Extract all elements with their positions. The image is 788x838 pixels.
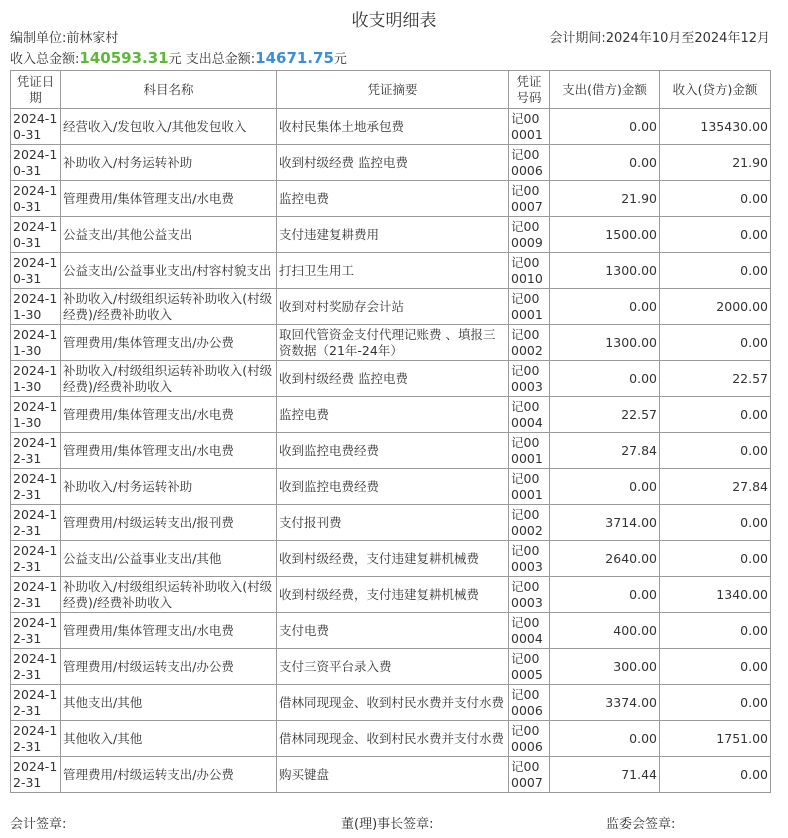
chairman-signature-label: 董(理)事长签章: (341, 817, 434, 832)
col-header-summary: 凭证摘要 (277, 71, 509, 109)
cell-debit: 300.00 (550, 649, 660, 685)
cell-summary: 监控电费 (277, 397, 509, 433)
cell-summary: 收到监控电费经费 (277, 469, 509, 505)
cell-subject: 管理费用/村级运转支出/办公费 (61, 757, 277, 793)
table-row (11, 433, 771, 469)
cell-subject: 管理费用/村级运转支出/报刊费 (61, 505, 277, 541)
col-header-debit: 支出(借方)金额 (550, 71, 660, 109)
accounting-period-value: 2024年10月至2024年12月 (605, 31, 770, 46)
cell-subject: 管理费用/集体管理支出/水电费 (61, 613, 277, 649)
table-row (11, 253, 771, 289)
cell-summary: 收到村级经费 监控电费 (277, 361, 509, 397)
cell-summary: 收到村级经费 监控电费 (277, 145, 509, 181)
cell-debit: 0.00 (550, 721, 660, 757)
totals-summary (10, 49, 347, 67)
table-row (11, 613, 771, 649)
cell-voucher: 记000003 (509, 577, 550, 613)
cell-voucher: 记000001 (509, 109, 550, 145)
cell-summary: 收到村级经费，支付违建复耕机械费 (277, 541, 509, 577)
cell-subject: 补助收入/村务运转补助 (61, 145, 277, 181)
cell-voucher: 记000002 (509, 505, 550, 541)
cell-credit: 1340.00 (660, 577, 771, 613)
cell-date: 2024-10-31 (11, 253, 61, 289)
cell-date: 2024-12-31 (11, 721, 61, 757)
cell-credit: 21.90 (660, 145, 771, 181)
cell-date: 2024-12-31 (11, 469, 61, 505)
cell-debit: 1300.00 (550, 253, 660, 289)
table-row (11, 685, 771, 721)
cell-summary: 收到对村奖励存会计站 (277, 289, 509, 325)
cell-debit: 3714.00 (550, 505, 660, 541)
cell-subject: 补助收入/村级组织运转补助收入(村级经费)/经费补助收入 (61, 577, 277, 613)
cell-summary: 购买键盘 (277, 757, 509, 793)
cell-date: 2024-11-30 (11, 397, 61, 433)
col-header-credit: 收入(贷方)金额 (660, 71, 771, 109)
cell-subject: 补助收入/村级组织运转补助收入(村级经费)/经费补助收入 (61, 289, 277, 325)
cell-subject: 公益支出/其他公益支出 (61, 217, 277, 253)
page-title: 收支明细表 (351, 11, 437, 31)
cell-debit: 0.00 (550, 361, 660, 397)
expense-total-label: 支出总金额: (185, 52, 256, 67)
cell-debit: 22.57 (550, 397, 660, 433)
accounting-period (549, 31, 770, 47)
accountant-signature-label: 会计签章: (10, 817, 67, 832)
cell-voucher: 记000003 (509, 541, 550, 577)
cell-date: 2024-12-31 (11, 649, 61, 685)
cell-voucher: 记000001 (509, 289, 550, 325)
table-row (11, 109, 771, 145)
expense-total-amount: 14671.75 (255, 49, 334, 67)
cell-debit: 0.00 (550, 145, 660, 181)
cell-subject: 补助收入/村务运转补助 (61, 469, 277, 505)
cell-credit: 0.00 (660, 253, 771, 289)
cell-debit: 0.00 (550, 577, 660, 613)
cell-summary: 收到监控电费经费 (277, 433, 509, 469)
table-row (11, 757, 771, 793)
cell-credit: 0.00 (660, 685, 771, 721)
cell-voucher: 记000006 (509, 721, 550, 757)
cell-debit: 2640.00 (550, 541, 660, 577)
cell-date: 2024-12-31 (11, 577, 61, 613)
table-row (11, 469, 771, 505)
cell-date: 2024-10-31 (11, 181, 61, 217)
table-row (11, 361, 771, 397)
cell-credit: 0.00 (660, 649, 771, 685)
ledger-body (11, 109, 771, 793)
cell-subject: 管理费用/集体管理支出/水电费 (61, 433, 277, 469)
cell-credit: 0.00 (660, 613, 771, 649)
cell-subject: 管理费用/集体管理支出/水电费 (61, 397, 277, 433)
cell-credit: 0.00 (660, 505, 771, 541)
cell-voucher: 记000001 (509, 469, 550, 505)
signature-footer (10, 816, 770, 834)
table-row (11, 217, 771, 253)
col-header-subject: 科目名称 (61, 71, 277, 109)
table-row (11, 397, 771, 433)
cell-summary: 支付电费 (277, 613, 509, 649)
cell-voucher: 记000006 (509, 145, 550, 181)
cell-subject: 管理费用/集体管理支出/办公费 (61, 325, 277, 361)
cell-voucher: 记000001 (509, 433, 550, 469)
cell-date: 2024-11-30 (11, 361, 61, 397)
compiling-unit (10, 31, 118, 47)
table-row (11, 289, 771, 325)
cell-debit: 27.84 (550, 433, 660, 469)
cell-date: 2024-12-31 (11, 433, 61, 469)
cell-debit: 71.44 (550, 757, 660, 793)
cell-date: 2024-12-31 (11, 613, 61, 649)
accounting-period-label: 会计期间: (549, 31, 606, 46)
table-row (11, 649, 771, 685)
table-row (11, 181, 771, 217)
cell-credit: 135430.00 (660, 109, 771, 145)
cell-debit: 3374.00 (550, 685, 660, 721)
cell-summary: 打扫卫生用工 (277, 253, 509, 289)
cell-debit: 0.00 (550, 109, 660, 145)
report-meta (10, 31, 770, 47)
cell-subject: 公益支出/公益事业支出/村容村貌支出 (61, 253, 277, 289)
cell-summary: 收村民集体土地承包费 (277, 109, 509, 145)
table-row (11, 721, 771, 757)
cell-date: 2024-11-30 (11, 325, 61, 361)
cell-debit: 400.00 (550, 613, 660, 649)
cell-credit: 0.00 (660, 217, 771, 253)
cell-debit: 1500.00 (550, 217, 660, 253)
cell-summary: 支付三资平台录入费 (277, 649, 509, 685)
table-row (11, 541, 771, 577)
cell-voucher: 记000005 (509, 649, 550, 685)
compiling-unit-value: 前林家村 (66, 31, 119, 46)
cell-subject: 补助收入/村级组织运转补助收入(村级经费)/经费补助收入 (61, 361, 277, 397)
cell-credit: 0.00 (660, 757, 771, 793)
cell-date: 2024-10-31 (11, 217, 61, 253)
income-total-label: 收入总金额: (10, 52, 80, 67)
cell-voucher: 记000004 (509, 613, 550, 649)
cell-debit: 1300.00 (550, 325, 660, 361)
cell-credit: 0.00 (660, 181, 771, 217)
cell-debit: 0.00 (550, 289, 660, 325)
cell-summary: 监控电费 (277, 181, 509, 217)
table-row (11, 577, 771, 613)
cell-date: 2024-12-31 (11, 541, 61, 577)
cell-credit: 0.00 (660, 433, 771, 469)
cell-credit: 27.84 (660, 469, 771, 505)
compiling-unit-label: 编制单位: (10, 31, 67, 46)
cell-date: 2024-12-31 (11, 685, 61, 721)
cell-subject: 管理费用/集体管理支出/水电费 (61, 181, 277, 217)
cell-date: 2024-12-31 (11, 505, 61, 541)
cell-credit: 2000.00 (660, 289, 771, 325)
cell-voucher: 记000004 (509, 397, 550, 433)
cell-voucher: 记000009 (509, 217, 550, 253)
expense-total-unit: 元 (333, 52, 347, 67)
cell-credit: 0.00 (660, 397, 771, 433)
cell-credit: 1751.00 (660, 721, 771, 757)
cell-debit: 21.90 (550, 181, 660, 217)
table-row (11, 325, 771, 361)
table-row (11, 145, 771, 181)
cell-summary: 支付报刊费 (277, 505, 509, 541)
cell-subject: 公益支出/公益事业支出/其他 (61, 541, 277, 577)
cell-date: 2024-10-31 (11, 145, 61, 181)
table-row (11, 505, 771, 541)
cell-date: 2024-12-31 (11, 757, 61, 793)
cell-date: 2024-10-31 (11, 109, 61, 145)
cell-summary: 取回代管资金支付代理记账费 、填报三资数据（21年-24年） (277, 325, 509, 361)
cell-summary: 借林同现现金、收到村民水费并支付水费 (277, 721, 509, 757)
cell-credit: 0.00 (660, 541, 771, 577)
cell-subject: 管理费用/村级运转支出/办公费 (61, 649, 277, 685)
cell-voucher: 记000007 (509, 181, 550, 217)
ledger-table (10, 70, 771, 793)
cell-summary: 收到村级经费，支付违建复耕机械费 (277, 577, 509, 613)
supervisor-signature-label: 监委会签章: (606, 817, 676, 832)
cell-date: 2024-11-30 (11, 289, 61, 325)
income-total-unit: 元 (168, 52, 182, 67)
cell-voucher: 记000003 (509, 361, 550, 397)
cell-credit: 22.57 (660, 361, 771, 397)
cell-voucher: 记000006 (509, 685, 550, 721)
income-total-amount: 140593.31 (79, 49, 169, 67)
table-header-row (11, 71, 771, 109)
col-header-voucher: 凭证号码 (509, 71, 550, 109)
cell-voucher: 记000010 (509, 253, 550, 289)
cell-voucher: 记000002 (509, 325, 550, 361)
cell-summary: 借林同现现金、收到村民水费并支付水费 (277, 685, 509, 721)
cell-subject: 经营收入/发包收入/其他发包收入 (61, 109, 277, 145)
cell-summary: 支付违建复耕费用 (277, 217, 509, 253)
cell-debit: 0.00 (550, 469, 660, 505)
cell-subject: 其他支出/其他 (61, 685, 277, 721)
col-header-date: 凭证日期 (11, 71, 61, 109)
cell-credit: 0.00 (660, 325, 771, 361)
cell-subject: 其他收入/其他 (61, 721, 277, 757)
cell-voucher: 记000007 (509, 757, 550, 793)
